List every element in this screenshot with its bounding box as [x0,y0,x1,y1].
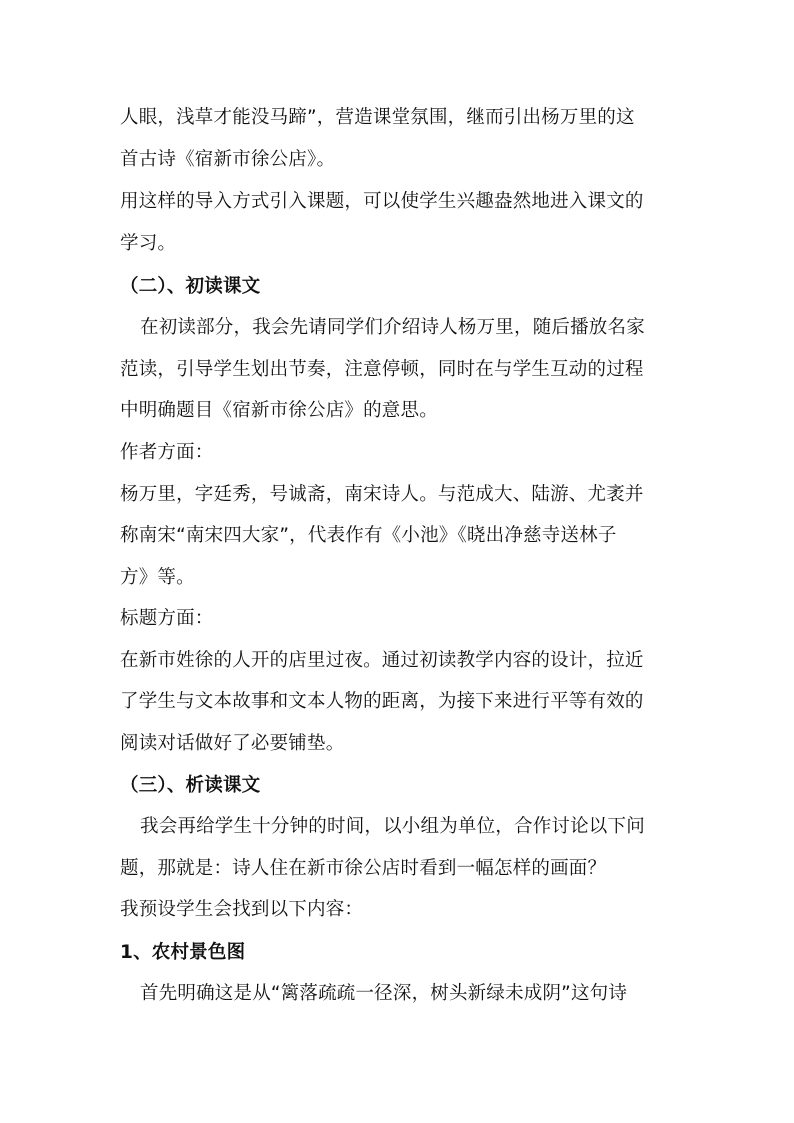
paragraph-line: 我会再给学生十分钟的时间，以小组为单位，合作讨论以下问 [140,816,645,837]
paragraph-line: 首先明确这是从“篱落疏疏一径深，树头新绿未成阴”这句诗 [140,983,628,1004]
paragraph-line: 中明确题目《宿新市徐公店》的意思。 [120,400,438,421]
paragraph-line: 阅读对话做好了必要铺垫。 [120,733,345,754]
paragraph-line: 在初读部分，我会先请同学们介绍诗人杨万里，随后播放名家 [140,317,645,338]
paragraph-line: 了学生与文本故事和文本人物的距离，为接下来进行平等有效的 [120,691,644,712]
paragraph-line: 作者方面： [120,442,214,463]
section-heading: （三）、析读课文 [120,775,261,796]
paragraph-line: 方》等。 [120,567,195,588]
paragraph-line: 我预设学生会找到以下内容： [120,899,364,920]
paragraph-line: 人眼，浅草才能没马蹄”，营造课堂氛围，继而引出杨万里的这 [120,107,635,128]
paragraph-line: 范读，引导学生划出节奏，注意停顿，同时在与学生互动的过程 [120,359,644,380]
paragraph-line: 在新市姓徐的人开的店里过夜。通过初读教学内容的设计，拉近 [120,650,644,671]
paragraph-line: 首古诗《宿新市徐公店》。 [120,149,336,170]
paragraph-line: 标题方面： [120,608,214,629]
paragraph-line: 学习。 [120,233,177,254]
section-heading: （二）、初读课文 [120,276,261,297]
subsection-heading: 1、农村景色图 [120,942,246,963]
paragraph-line: 杨万里，字廷秀，号诚斋，南宋诗人。与范成大、陆游、尤袤并 [120,484,644,505]
paragraph-line: 称南宋“南宋四大家”，代表作有《小池》《晓出净慈寺送林子 [120,525,617,546]
paragraph-line: 题，那就是：诗人住在新市徐公店时看到一幅怎样的画面？ [120,858,607,879]
paragraph-line: 用这样的导入方式引入课题，可以使学生兴趣盎然地进入课文的 [120,191,644,212]
